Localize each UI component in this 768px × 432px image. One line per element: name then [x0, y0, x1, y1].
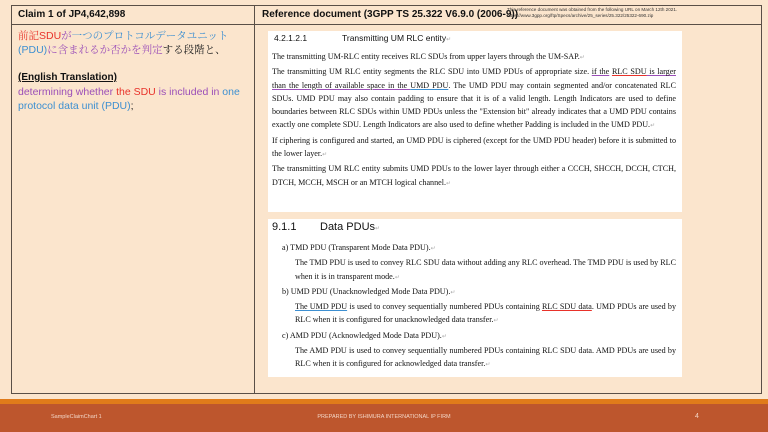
paragraph-mark-icon: ↵ — [322, 152, 328, 159]
claim-term: が — [61, 30, 72, 42]
section-title: Data PDUs — [320, 221, 376, 233]
section-body — [272, 50, 676, 191]
paragraph — [272, 134, 676, 163]
claim-term-pdu: one protocol data unit (PDU) — [18, 86, 240, 112]
paragraph-text: The transmitting UM RLC entity submits UMD PDUs to the lower layer through either a CCCH, SHCCH, DCCH, CTCH, DTCH, MCCH, MSCH or an MTCH logical channel. — [272, 164, 676, 187]
description-text: The AMD PDU is used to convey sequentially numbered PDUs containing RLC SDU data. AMD PDUs are used by RLC when it is configured for acknowledged data transfer. — [295, 346, 676, 369]
highlighted-text-sdu: RLC SDU — [611, 67, 647, 77]
paragraph-text: The transmitting UM-RLC entity receives RLC SDUs from upper layers through the UM-SAP. — [272, 52, 580, 61]
paragraph — [272, 65, 676, 133]
claim-cell — [18, 29, 250, 113]
paragraph-text: The transmitting UM RLC entity segments the RLC SDU into UMD PDUs of appropriate size. — [272, 67, 592, 77]
list-item — [282, 241, 676, 256]
highlighted-text-pdu: UMD PDU — [410, 80, 449, 90]
footer-document-name: SampleClaimChart 1 — [51, 414, 102, 420]
section-number: 9.1.1 — [272, 221, 297, 233]
paragraph-mark-icon: ↵ — [375, 226, 381, 232]
list-item-description — [295, 256, 676, 285]
paragraph-mark-icon: ↵ — [441, 333, 447, 340]
claim-term: する段階と、 — [162, 44, 226, 56]
paragraph-text: . The UMD PDU may contain segmented and/or concatenated RLC SDUs. UMD PDU may also contain padding to ensure that it is of a valid length. Length Indicators are used to define boundaries between RLC SDUs within UMD PDUs unless the "Extension bit" already indicates that a UMD PDU contains exactly one complete SDU. Length Indicators are also used to define whether Padding is included in the UMD PDU. — [272, 80, 676, 130]
description-text: . UMD PDUs are used by RLC when it is configured for unacknowledged data transfer. — [295, 302, 676, 325]
list-item-description — [295, 300, 676, 329]
paragraph-text: If ciphering is configured and started, an UMD PDU is ciphered (except for the UMD PDU header) before it is submitted to the lower layer. — [272, 135, 676, 159]
reference-column-header: Reference document (3GPP TS 25.322 V6.9.0 (2006-9)) — [262, 9, 519, 20]
paragraph-mark-icon: ↵ — [394, 274, 400, 281]
footer-preparer: PREPARED BY ISHIMURA INTERNATIONAL IP FIRM — [317, 414, 451, 420]
paragraph-mark-icon: ↵ — [493, 318, 499, 325]
claim-term-sdu: the SDU — [116, 86, 156, 98]
list-item-label: c) AMD PDU (Acknowledged Mode Data PDU). — [282, 330, 442, 340]
paragraph-mark-icon: ↵ — [579, 55, 585, 61]
paragraph-mark-icon: ↵ — [430, 246, 436, 252]
paragraph-mark-icon: ↵ — [450, 289, 456, 296]
list-item-label: b) UMD PDU (Unacknowledged Mode Data PDU). — [282, 286, 451, 296]
highlighted-text: if the — [591, 67, 610, 77]
english-translation-heading: (English Translation) — [18, 72, 117, 83]
description-text: is used to convey sequentially numbered PDUs containing — [347, 302, 542, 312]
column-divider — [254, 6, 255, 393]
source-note-line: This reference document was obtained from the following URL on March 12th 2021. — [507, 7, 678, 12]
reference-excerpt-9-1-1 — [268, 219, 682, 377]
reference-excerpt-4-2-1-2-1 — [268, 31, 682, 212]
claim-term-pdu: 一つのプロトコルデータユニット(PDU) — [18, 30, 229, 56]
slide-footer — [0, 404, 768, 432]
table-header-row — [12, 6, 761, 25]
paragraph-mark-icon: ↵ — [446, 37, 452, 43]
highlighted-text: is larger than the length of available space in the — [272, 67, 676, 90]
list-item — [282, 285, 676, 300]
claim-term-determine: に含まれるか否かを判定 — [47, 44, 163, 56]
claim-japanese-text — [18, 29, 250, 57]
list-item-label: a) TMD PDU (Transparent Mode Data PDU). — [282, 243, 431, 252]
list-item — [282, 329, 676, 344]
section-heading — [274, 33, 451, 43]
claim-english-text — [18, 85, 250, 113]
claim-term: determining whether — [18, 86, 117, 98]
paragraph — [272, 162, 676, 191]
data-pdu-list — [282, 241, 676, 373]
claim-column-header: Claim 1 of JP4,642,898 — [18, 9, 126, 20]
highlighted-text-sdu: RLC SDU data — [541, 302, 592, 312]
paragraph — [272, 50, 676, 65]
claim-term: is included in — [155, 86, 223, 98]
highlighted-text-pdu: The UMD PDU — [295, 302, 348, 312]
claim-term-sdu: 前記SDU — [18, 30, 62, 42]
section-title: Transmitting UM RLC entity — [342, 33, 447, 43]
source-url: https://www.3gpp.org/ftp/Specs/archive/25_series/25.322/25322-690.zip — [507, 12, 654, 18]
paragraph-mark-icon: ↵ — [446, 180, 452, 187]
paragraph-mark-icon: ↵ — [485, 362, 491, 369]
paragraph-mark-icon: ↵ — [650, 123, 656, 130]
description-text: The TMD PDU is used to convey RLC SDU data without adding any RLC overhead. The TMD PDU is used by RLC when it is in transparent mode. — [295, 258, 676, 281]
slide-number: 4 — [695, 413, 699, 420]
reference-source-note — [507, 7, 677, 18]
claim-term: ; — [130, 100, 134, 112]
section-heading — [272, 221, 380, 233]
section-number: 4.2.1.2.1 — [274, 33, 308, 43]
list-item-description — [295, 344, 676, 373]
